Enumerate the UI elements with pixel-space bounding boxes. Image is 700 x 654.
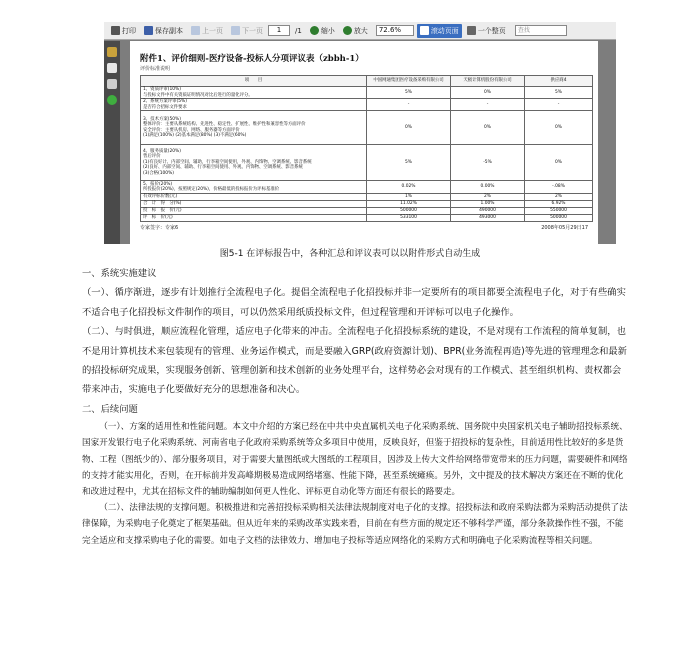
table-cell-value: 500000 <box>367 208 451 215</box>
table-cell-value: 0.00% <box>451 181 525 194</box>
table-cell-value: -5% <box>451 145 525 181</box>
table-cell-value: 490000 <box>451 208 525 215</box>
document-subtitle: 评价标准说明 <box>140 66 171 72</box>
table-cell-value: 5% <box>525 87 593 99</box>
table-cell-value: 1% <box>367 194 451 201</box>
lock-icon[interactable] <box>107 47 117 57</box>
document-footer <box>140 224 588 231</box>
single-page-button[interactable] <box>464 24 509 38</box>
green-status-icon[interactable] <box>107 95 117 105</box>
table-cell-item: 有效评标价数(元) <box>141 194 367 201</box>
paragraph-2: （二）、与时俱进，顺应流程化管理，适应电子化带来的冲击。全流程电子化招投标系统的建设，不是对现有工作流程的简单复制，也不是用计算机技术来包装现有的管理、业务运作模式，而是要融入GRP(政府资源计划)、BPR(业务流程再造)等先进的管理理念和最新的招投标研究成果，实现服务创新、管理创新和技术创新的业务处理平台，这样势必会对现有的工作模式、甚至组织机构、责权都会带来冲击，实施电子化要做好充分的思想准备和决心。 <box>82 326 627 396</box>
table-cell-value: - <box>451 99 525 111</box>
search-input[interactable]: 查找 <box>515 25 567 36</box>
document-page <box>130 41 598 244</box>
paragraph-4: （二）、法律法规的支撑问题。积极推进和完善招投标采购相关法律法规制度对电子化的支撑。招投标法和政府采购法都为采购活动提供了法律保障，为采购电子化奠定了框架基础。但从近年来的采购改革实践来看，目前在有些方面的规定还不够科学严谨，部分条款操作性不强，不能完全适应和支撑采购电子化的需要。如电子文档的法律效力、增加电子投标等适应网络化的采购方式和明确电子化采购流程等相关问题。 <box>82 503 628 546</box>
table-cell-item: 3、技术方案(50%) 整体评价：主要从系统结构、先进性、稳定性、扩展性、维护性和兼容性等方面评价 安全评价：主要从机房、网络、服务器等方面评价 (1)满足(100%) (2)基本满足(80%) (3)不满足(60%) <box>141 111 367 145</box>
viewer-toolbar <box>104 22 616 40</box>
table-cell-item: 2、系统方案评审(5%) 是否符合招标文件要求 <box>141 99 367 111</box>
zoom-in-icon <box>343 26 352 35</box>
page-icon <box>467 26 476 35</box>
table-cell-value: 0% <box>451 87 525 99</box>
table-cell-value: 0.02% <box>367 181 451 194</box>
table-cell-value: 0% <box>525 111 593 145</box>
article-body <box>82 264 630 549</box>
zoom-in-button[interactable] <box>340 24 371 38</box>
scroll-page-label: 滚动页面 <box>430 26 459 35</box>
table-row <box>141 208 593 215</box>
table-cell-value: - <box>525 99 593 111</box>
viewer-sidebar <box>104 41 120 244</box>
table-cell-item: 评 标 价(元) <box>141 215 367 222</box>
paragraph-1: （一）、循序渐进，逐步有计划推行全流程电子化。提倡全流程电子化招投标并非一定要所有的项目都要全流程电子化，对于有些确实不适合电子化招投标文件制作的项目，可以仍然采用纸质投标文件，但过程管理和开评标可以电子化操作。 <box>82 287 626 318</box>
table-cell-item: 合 计 得 分(%) <box>141 201 367 208</box>
table-row <box>141 111 593 145</box>
floppy-icon <box>144 26 153 35</box>
table-row <box>141 87 593 99</box>
pages-icon[interactable] <box>107 63 117 73</box>
zoom-in-label: 放大 <box>353 26 368 35</box>
printer-icon <box>111 26 120 35</box>
prev-page-button[interactable] <box>188 24 226 38</box>
table-cell-value: 1.00% <box>451 201 525 208</box>
table-row <box>141 145 593 181</box>
total-pages: /1 <box>295 26 302 35</box>
print-label: 打印 <box>122 26 136 35</box>
table-cell-value: 500000 <box>525 215 593 222</box>
table-row <box>141 215 593 222</box>
single-page-label: 一个整页 <box>477 26 506 35</box>
header-vendor-3: 供应商4 <box>525 76 593 87</box>
table-cell-value: 2% <box>525 194 593 201</box>
zoom-out-button[interactable] <box>307 24 338 38</box>
save-copy-label: 保存副本 <box>155 26 183 35</box>
table-cell-value: 6.92% <box>525 201 593 208</box>
zoom-out-icon <box>310 26 319 35</box>
table-row <box>141 194 593 201</box>
table-cell-item: 4、服务质量(20%) 售后评价 (1)有良好计、内部空间、辅助，行李箱空间使用，外观、内饰物、空调系统、影音系统 (2)良好、内部空间、辅助、行李箱空间使用、外观、内饰物、空调系统、影音系统 (3)合格(100%) <box>141 145 367 181</box>
figure-caption: 图5-1 在评标报告中，各种汇总和评议表可以以附件形式自动生成 <box>219 249 481 259</box>
table-row <box>141 181 593 194</box>
next-page-label: 下一页 <box>242 26 263 35</box>
table-cell-item: 5、报价(20%) 所投报价(20%)，按照规定(20%)，价格最低的投标报价为评标基准价 <box>141 181 367 194</box>
arrow-down-icon <box>231 26 240 35</box>
next-page-button[interactable] <box>228 24 266 38</box>
table-cell-item: 1、资质评审(10%) 与投标文件中有关资质证明情况对比后进行的量化评分。 <box>141 87 367 99</box>
table-cell-value: 550000 <box>525 208 593 215</box>
table-cell-value: 493000 <box>451 215 525 222</box>
scroll-icon <box>420 26 429 35</box>
pdf-viewer-screenshot <box>104 22 616 244</box>
table-cell-value: 0% <box>525 145 593 181</box>
zoom-select[interactable]: 72.6% <box>376 25 414 36</box>
table-cell-value: 0% <box>367 111 451 145</box>
table-cell-value: 0% <box>451 111 525 145</box>
arrow-up-icon <box>191 26 200 35</box>
header-item: 项 目 <box>141 76 367 87</box>
table-row <box>141 201 593 208</box>
save-copy-button[interactable] <box>141 24 186 38</box>
scroll-page-button[interactable] <box>417 24 462 38</box>
attachment-icon[interactable] <box>107 79 117 89</box>
heading-follow-up-issues: 二、后续问题 <box>82 403 138 415</box>
table-cell-value: 533100 <box>367 215 451 222</box>
table-cell-item: 投 标 报 价(元) <box>141 208 367 215</box>
print-button[interactable] <box>108 24 139 38</box>
evaluation-table <box>140 75 593 222</box>
header-vendor-1: 中国网通集团医疗设备采购有限公司 <box>367 76 451 87</box>
heading-implementation-suggestions: 一、系统实施建议 <box>82 268 157 279</box>
paragraph-3: （一）、方案的适用性和性能问题。本文中介绍的方案已经在中共中央直属机关电子化采购系统、国务院中央国家机关电子辅助招投标系统、国家开发银行电子化采购系统、河南省电子化政府采购系统等众多项目中使用，反映良好，但鉴于招投标的复杂性，目前适用性比较好的多是货物、工程（图纸少的）、部分服务项目，对于需要大量图纸或大图纸的工程项目，因涉及上传大文件给网络带宽带来的压力问题，需要硬件和网络的支持才能实用化，否则，在开标前并发高峰期极易造成网络堵塞、性能下降，甚至系统瘫痪。另外，文中提及的技术解决方案还在不断的优化和改进过程中，尤其在招标文件的辅助编制如何更人性化、评标更自动化等方面还有很长的路要走。 <box>82 422 628 498</box>
expert-signature: 专家签字：专家6 <box>140 225 179 231</box>
table-header-row <box>141 76 593 87</box>
table-cell-value: 11.02% <box>367 201 451 208</box>
table-cell-value: - <box>367 99 451 111</box>
zoom-out-label: 缩小 <box>320 26 335 35</box>
table-cell-value: 5% <box>367 87 451 99</box>
table-cell-value: -.08% <box>525 181 593 194</box>
prev-page-label: 上一页 <box>202 26 223 35</box>
table-row <box>141 99 593 111</box>
page-number-input[interactable]: 1 <box>268 25 290 36</box>
table-cell-value: 2% <box>451 194 525 201</box>
header-vendor-2: 天极计算机股份有限公司 <box>451 76 525 87</box>
table-cell-value: 5% <box>367 145 451 181</box>
document-date: 2008年05月29日17 <box>541 225 588 231</box>
document-title: 附件1、评价细则-医疗设备-投标人分项评议表（zbbh-1） <box>140 54 364 64</box>
